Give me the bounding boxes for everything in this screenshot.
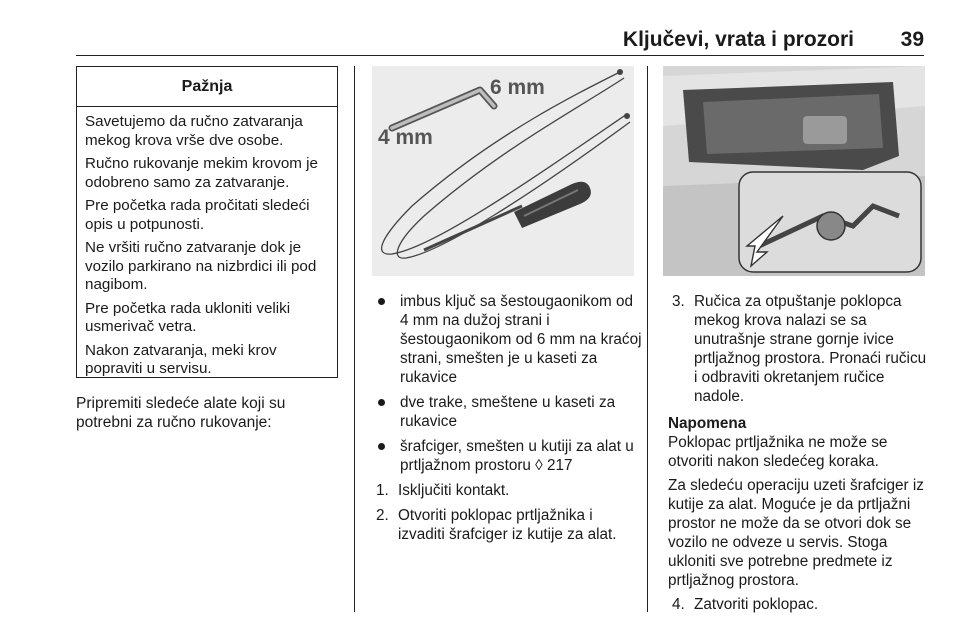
step-item: [372, 481, 642, 500]
page-number: 39: [900, 28, 924, 51]
label-4mm: 4 mm: [378, 126, 433, 149]
intro-text: Pripremiti sledeće alate koji su potrebni za ručno rukovanje:: [76, 395, 286, 431]
trunk-drawing: [663, 66, 925, 276]
bullet-dot: [378, 443, 385, 450]
warning-paragraph: Nakon zatvaranja, meki krov popraviti u servisu.: [85, 341, 277, 377]
latch-knob: [817, 212, 845, 240]
step-text: Zatvoriti poklopac.: [694, 596, 819, 613]
step-number: 1.: [376, 482, 389, 499]
step-text: Ručica za otpuštanje poklopca mekog krova nalazi se sa unutrašnje strane gornje ivice prtljažnog prostora. Pronaći ručicu i odbraviti okretanjem ručice nadole.: [694, 293, 927, 405]
list-item: [372, 393, 642, 431]
step-number: 3.: [672, 293, 685, 310]
bullet-dot: [378, 399, 385, 406]
column-divider-1: [354, 66, 355, 612]
right-column: [668, 292, 930, 620]
warning-paragraph: Pre početka rada pročitati sledeći opis u potpunosti.: [85, 197, 310, 233]
step-item: [668, 595, 930, 614]
list-item: [372, 292, 642, 387]
screwdriver-shaft: [424, 206, 522, 250]
list-item-text: dve trake, smeštene u kaseti za rukavice: [400, 394, 616, 430]
column-divider-2: [647, 66, 648, 612]
step-number: 4.: [672, 596, 685, 613]
section-title: Ključevi, vrata i prozori: [622, 28, 854, 51]
trunk-illustration: [663, 66, 925, 276]
note-paragraph: Poklopac prtljažnika ne može se otvoriti nakon sledećeg koraka.: [668, 434, 888, 470]
trunk-box: [803, 116, 847, 144]
step-text: Isključiti kontakt.: [398, 482, 510, 499]
warning-body: [77, 107, 337, 379]
step-number: 2.: [376, 507, 389, 524]
strap-hook-2: [624, 113, 630, 119]
strap-hook-1: [617, 69, 623, 75]
strap-2: [397, 78, 630, 258]
tools-drawing: [372, 66, 634, 276]
warning-paragraph: Ručno rukovanje mekim krovom je odobreno samo za zatvaranje.: [85, 155, 318, 191]
page-header: [76, 24, 924, 54]
label-6mm: 6 mm: [490, 76, 545, 99]
warning-paragraph: Savetujemo da ručno zatvaranja mekog krova vrše dve osobe.: [85, 113, 303, 149]
note-heading: Napomena: [668, 415, 747, 432]
list-item-text: imbus ključ sa šestougaonikom od 4 mm na dužoj strani i šestougaonikom od 6 mm na kraćoj strani, smešten je u kaseti za rukavice: [400, 293, 642, 386]
trunk-panel: [703, 94, 883, 154]
warning-paragraph: Pre početka rada ukloniti veliki usmerivač vetra.: [85, 299, 291, 335]
tools-list: [372, 292, 642, 550]
list-item: [372, 437, 642, 475]
step-text: Otvoriti poklopac prtljažnika i izvaditi šrafciger iz kutije za alat.: [398, 507, 617, 543]
screwdriver-handle: [514, 182, 591, 228]
note-paragraph: Za sledeću operaciju uzeti šrafciger iz kutije za alat. Moguće je da prtljažni prostor ne može da se otvori dok se vozilo ne odveze u servis. Stoga ukloniti sve potrebne predmete iz prtljažnog prostora.: [668, 477, 924, 589]
warning-box: [76, 66, 338, 378]
warning-paragraph: Ne vršiti ručno zatvaranje dok je vozilo parkirano na nizbrdici ili pod nagibom.: [85, 239, 317, 293]
warning-heading: Pažnja: [77, 67, 337, 107]
step-item: [372, 506, 642, 544]
bullet-dot: [378, 298, 385, 305]
step-item: [668, 292, 930, 406]
tools-illustration: [372, 66, 634, 276]
header-rule: [76, 55, 924, 56]
list-item-text: šrafciger, smešten u kutiji za alat u prtljažnom prostoru ◊ 217: [400, 438, 634, 474]
